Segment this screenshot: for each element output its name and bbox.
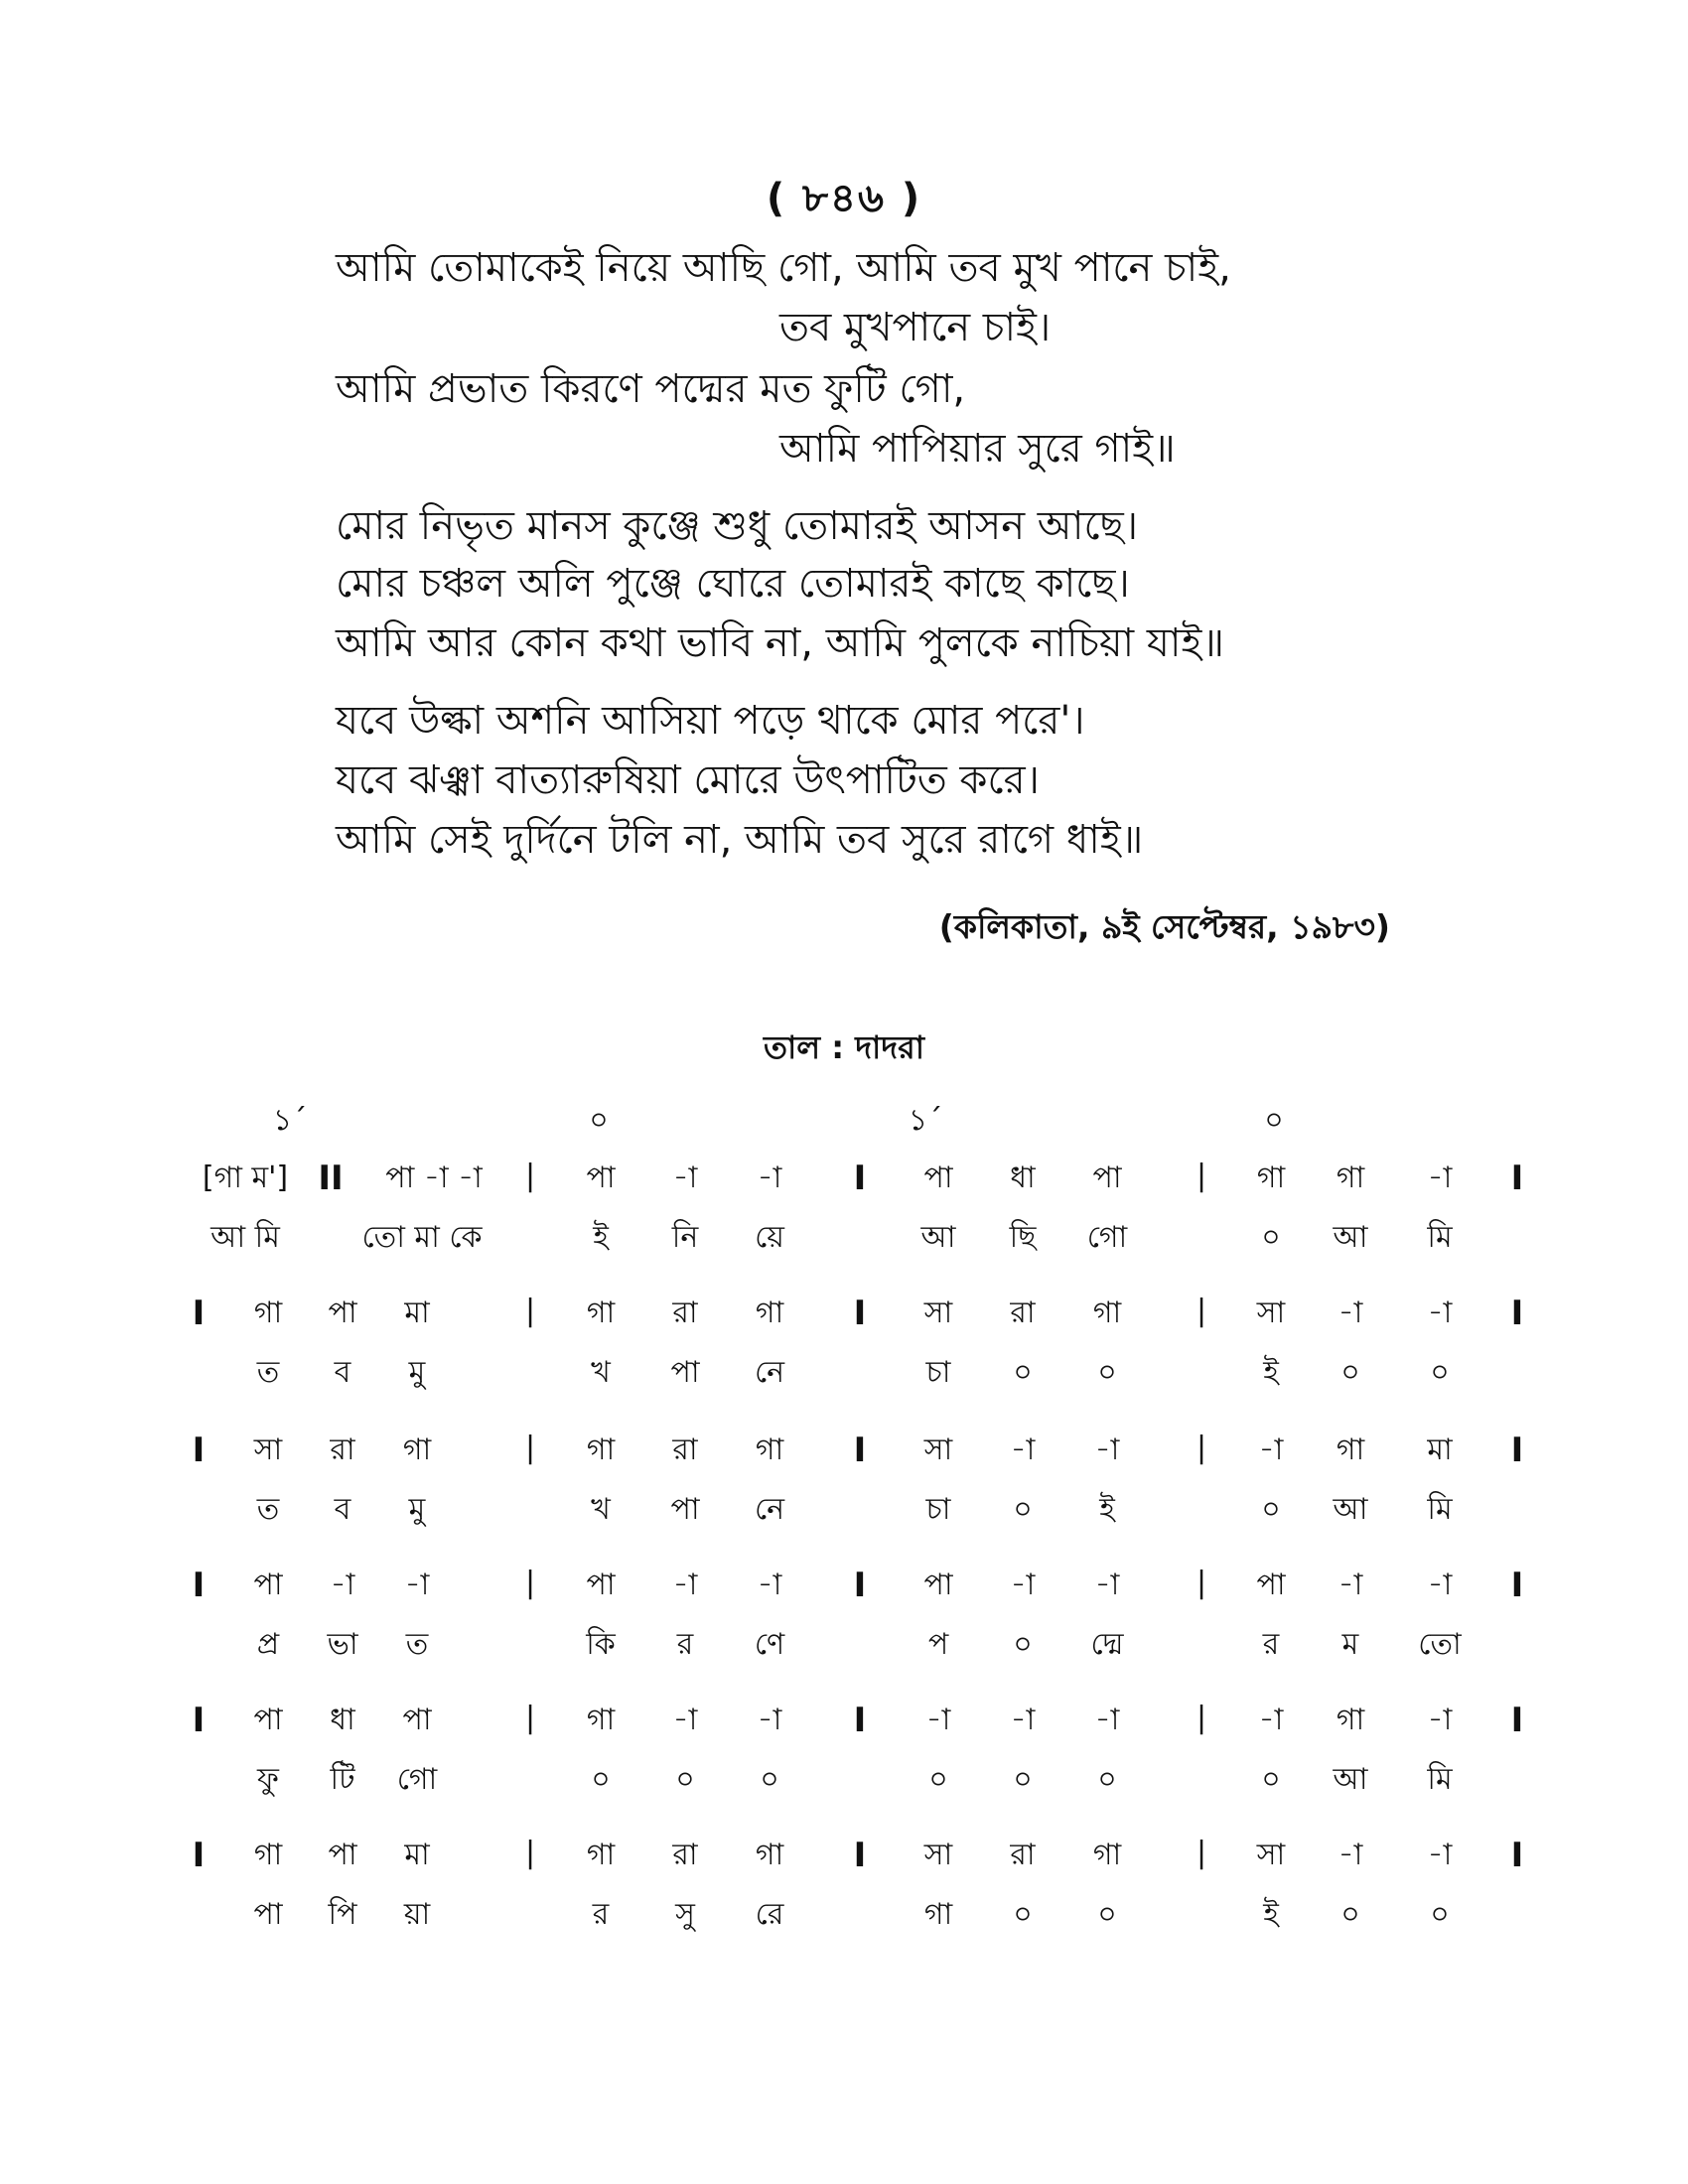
lyric-syllable: আ <box>1333 1220 1368 1255</box>
swara-note: -া <box>1337 1568 1363 1602</box>
swara-note: গা <box>586 1296 616 1330</box>
lyric-syllable: ০ <box>1261 1762 1281 1797</box>
lyric-syllable: ০ <box>1013 1492 1033 1527</box>
lyric-syllable: গো <box>1086 1220 1128 1255</box>
swara-note: রা <box>330 1433 355 1467</box>
lyric-syllable: খ <box>591 1492 611 1527</box>
taal-mark-khali: ০ <box>589 1103 609 1138</box>
lyric-syllable: পা <box>670 1492 700 1527</box>
swara-note: পা <box>586 1160 616 1195</box>
lyric-syllable: মি <box>1427 1220 1453 1255</box>
swara-note: গা <box>1336 1703 1365 1737</box>
swara-note: ধা <box>330 1703 355 1737</box>
notation-intro-lyric: তো মা কে <box>361 1220 483 1255</box>
swara-note: পা <box>923 1568 953 1602</box>
strong-barline: I <box>192 1294 206 1333</box>
lyric-line: মোর নিভৃত মানস কুঞ্জে শুধু তোমারই আসন আছে। <box>336 503 1139 549</box>
swara-note: মা <box>1427 1433 1453 1467</box>
lyric-line: তব মুখপানে চাই। <box>779 305 1052 350</box>
swara-note: -া <box>757 1160 782 1195</box>
swara-note: -া <box>1427 1296 1453 1330</box>
strong-barline: I <box>192 1836 206 1875</box>
swara-note: রা <box>1010 1296 1036 1330</box>
swara-note: সা <box>923 1838 953 1872</box>
barline: | <box>524 1294 536 1328</box>
swara-note: মা <box>404 1838 430 1872</box>
lyric-syllable: মু <box>408 1355 426 1390</box>
lyric-syllable: দ্মে <box>1090 1627 1124 1662</box>
lyric-syllable: ০ <box>760 1762 779 1797</box>
lyric-syllable: ণে <box>754 1627 785 1662</box>
lyric-syllable: ত <box>405 1627 429 1662</box>
lyric-syllable: সু <box>675 1897 695 1932</box>
lyric-syllable: মু <box>408 1492 426 1527</box>
lyric-syllable: ই <box>1263 1897 1279 1932</box>
lyric-line: মোর চঞ্চল অলি পুঞ্জে ঘোরে তোমারই কাছে কাছে। <box>336 561 1130 607</box>
barline: | <box>1196 1701 1207 1735</box>
swara-note: গা <box>402 1433 432 1467</box>
lyric-syllable: ০ <box>1340 1897 1360 1932</box>
swara-note: -া <box>1427 1160 1453 1195</box>
lyric-syllable: আ <box>1333 1492 1368 1527</box>
lyric-syllable: পা <box>670 1355 700 1390</box>
tala-label: তাল : দাদরা <box>764 1028 924 1066</box>
lyric-syllable: তো <box>1418 1627 1462 1662</box>
swara-note: গা <box>1092 1296 1122 1330</box>
swara-note: -া <box>1427 1568 1453 1602</box>
lyric-line: আমি সেই দুর্দিনে টলি না, আমি তব সুরে রাগে ধাই॥ <box>336 817 1144 863</box>
swara-note: গা <box>1336 1433 1365 1467</box>
lyric-syllable: চা <box>925 1492 951 1527</box>
swara-note: -া <box>1094 1433 1120 1467</box>
lyric-syllable: ভা <box>327 1627 358 1662</box>
swara-note: -া <box>1094 1568 1120 1602</box>
lyric-syllable: ০ <box>1097 1762 1117 1797</box>
lyric-line: যবে ঝঞ্ঝা বাত্যারুষিয়া মোরে উৎপাটিত করে। <box>336 757 1040 803</box>
swara-note: -া <box>757 1568 782 1602</box>
swara-note: -া <box>672 1703 698 1737</box>
lyric-line: আমি পাপিয়ার সুরে গাই॥ <box>779 426 1176 472</box>
lyric-syllable: ০ <box>675 1762 695 1797</box>
lyric-syllable: গো <box>396 1762 438 1797</box>
swara-note: -া <box>1337 1838 1363 1872</box>
strong-barline: I <box>853 1836 867 1875</box>
swara-note: -া <box>672 1160 698 1195</box>
lyric-syllable: মি <box>1427 1492 1453 1527</box>
lyric-syllable: ০ <box>1430 1897 1450 1932</box>
lyric-syllable: ই <box>593 1220 609 1255</box>
swara-note: ধা <box>1010 1160 1036 1195</box>
swara-note: -া <box>1010 1433 1036 1467</box>
lyric-syllable: প্র <box>256 1627 280 1662</box>
swara-note: পা <box>1256 1568 1286 1602</box>
swara-note: -া <box>757 1703 782 1737</box>
taal-mark-sam: ১´ <box>908 1103 943 1138</box>
lyric-syllable: ০ <box>1013 1897 1033 1932</box>
lyric-syllable: য়া <box>403 1897 431 1932</box>
swara-note: পা <box>1092 1160 1122 1195</box>
lyric-syllable: র <box>676 1627 694 1662</box>
lyric-line: আমি প্রভাত কিরণে পদ্মের মত ফুটি গো, <box>336 366 966 412</box>
lyric-syllable: প <box>927 1627 949 1662</box>
lyric-syllable: পি <box>328 1897 357 1932</box>
swara-note: সা <box>923 1296 953 1330</box>
barline: | <box>524 1566 536 1600</box>
lyric-syllable: কি <box>586 1627 616 1662</box>
lyric-syllable: রে <box>755 1897 784 1932</box>
lyric-syllable: ০ <box>1430 1355 1450 1390</box>
lyric-syllable: ০ <box>1013 1627 1033 1662</box>
lyric-line: আমি আর কোন কথা ভাবি না, আমি পুলকে নাচিয়া যাই॥ <box>336 620 1224 666</box>
swara-note: সা <box>1256 1296 1286 1330</box>
lyric-syllable: ম <box>1341 1627 1359 1662</box>
swara-note: -া <box>1427 1703 1453 1737</box>
barline: | <box>1196 1294 1207 1328</box>
lyric-syllable: আ <box>1333 1762 1368 1797</box>
taal-mark-khali: ০ <box>1264 1103 1284 1138</box>
swara-note: -া <box>1258 1703 1284 1737</box>
strong-barline: I <box>1510 1431 1524 1470</box>
barline: | <box>1196 1159 1207 1193</box>
swara-note: গা <box>253 1296 283 1330</box>
lyric-syllable: আ <box>920 1220 956 1255</box>
swara-note: সা <box>253 1433 283 1467</box>
barline: | <box>524 1431 536 1465</box>
notation-intro-bar: | <box>524 1159 536 1193</box>
dateline: (কলিকাতা, ৯ই সেপ্টেম্বর, ১৯৮৩) <box>938 907 1390 946</box>
swara-note: গা <box>586 1433 616 1467</box>
lyric-syllable: য়ে <box>755 1220 784 1255</box>
swara-note: সা <box>923 1433 953 1467</box>
strong-barline: I <box>1510 1159 1524 1198</box>
lyric-syllable: ত <box>256 1492 280 1527</box>
notation-intro-bar: II <box>318 1159 344 1198</box>
swara-note: -া <box>1337 1296 1363 1330</box>
lyric-syllable: ০ <box>1013 1762 1033 1797</box>
strong-barline: I <box>192 1566 206 1605</box>
swara-note: পা <box>923 1160 953 1195</box>
swara-note: পা <box>586 1568 616 1602</box>
lyric-syllable: মি <box>1427 1762 1453 1797</box>
swara-note: মা <box>404 1296 430 1330</box>
swara-note: রা <box>672 1296 698 1330</box>
swara-note: -া <box>330 1568 355 1602</box>
lyric-syllable: ০ <box>928 1762 948 1797</box>
lyric-syllable: ব <box>334 1492 352 1527</box>
swara-note: -া <box>1010 1568 1036 1602</box>
lyric-syllable: খ <box>591 1355 611 1390</box>
lyric-syllable: ০ <box>1097 1355 1117 1390</box>
lyric-syllable: ফু <box>257 1762 279 1797</box>
swara-note: গা <box>586 1838 616 1872</box>
swara-note: রা <box>672 1838 698 1872</box>
strong-barline: I <box>853 1294 867 1333</box>
lyric-syllable: নে <box>754 1492 785 1527</box>
lyric-syllable: নি <box>671 1220 699 1255</box>
barline: | <box>524 1701 536 1735</box>
barline: | <box>1196 1431 1207 1465</box>
lyric-syllable: ০ <box>1261 1492 1281 1527</box>
strong-barline: I <box>1510 1836 1524 1875</box>
notation-intro-lyric: আ মি <box>211 1220 280 1255</box>
swara-note: -া <box>925 1703 951 1737</box>
strong-barline: I <box>853 1159 867 1198</box>
swara-note: -া <box>1427 1838 1453 1872</box>
lyric-syllable: ০ <box>591 1762 611 1797</box>
lyric-syllable: ০ <box>1013 1355 1033 1390</box>
strong-barline: I <box>1510 1294 1524 1333</box>
swara-note: সা <box>1256 1838 1286 1872</box>
swara-note: রা <box>1010 1838 1036 1872</box>
swara-note: গা <box>755 1838 784 1872</box>
lyric-syllable: টি <box>330 1762 355 1797</box>
lyric-syllable: ই <box>1099 1492 1115 1527</box>
strong-barline: I <box>192 1431 206 1470</box>
lyric-syllable: পা <box>253 1897 283 1932</box>
swara-note: -া <box>672 1568 698 1602</box>
lyric-syllable: ছি <box>1009 1220 1037 1255</box>
lyric-syllable: র <box>592 1897 610 1932</box>
swara-note: পা <box>253 1568 283 1602</box>
lyric-syllable: র <box>1262 1627 1280 1662</box>
page-number: ( ৮৪৬ ) <box>766 176 922 221</box>
lyric-line: যবে উল্কা অশনি আসিয়া পড়ে থাকে মোর পরে'। <box>336 698 1085 744</box>
notation-intro-swara: [গা ম'] <box>202 1160 289 1195</box>
lyric-syllable: ব <box>334 1355 352 1390</box>
swara-note: গা <box>1256 1160 1286 1195</box>
swara-note: গা <box>586 1703 616 1737</box>
swara-note: রা <box>672 1433 698 1467</box>
strong-barline: I <box>853 1701 867 1740</box>
swara-note: পা <box>328 1838 357 1872</box>
lyric-syllable: চা <box>925 1355 951 1390</box>
swara-note: -া <box>1258 1433 1284 1467</box>
swara-note: গা <box>755 1433 784 1467</box>
barline: | <box>1196 1836 1207 1870</box>
swara-note: গা <box>755 1296 784 1330</box>
barline: | <box>524 1836 536 1870</box>
lyric-syllable: নে <box>754 1355 785 1390</box>
lyric-syllable: গা <box>923 1897 953 1932</box>
lyric-syllable: ০ <box>1097 1897 1117 1932</box>
lyric-line: আমি তোমাকেই নিয়ে আছি গো, আমি তব মুখ পানে চাই, <box>336 245 1231 291</box>
swara-note: গা <box>253 1838 283 1872</box>
strong-barline: I <box>192 1701 206 1740</box>
strong-barline: I <box>853 1431 867 1470</box>
strong-barline: I <box>853 1566 867 1605</box>
lyric-syllable: ই <box>1263 1355 1279 1390</box>
swara-note: -া <box>1010 1703 1036 1737</box>
swara-note: -া <box>404 1568 430 1602</box>
lyric-syllable: ত <box>256 1355 280 1390</box>
taal-mark-sam: ১´ <box>272 1103 308 1138</box>
strong-barline: I <box>1510 1701 1524 1740</box>
swara-note: -া <box>1094 1703 1120 1737</box>
swara-note: পা <box>328 1296 357 1330</box>
lyric-syllable: ০ <box>1261 1220 1281 1255</box>
notation-intro-swara: পা -া -া <box>385 1160 483 1195</box>
swara-note: গা <box>1336 1160 1365 1195</box>
swara-note: গা <box>1092 1838 1122 1872</box>
swara-note: পা <box>402 1703 432 1737</box>
barline: | <box>1196 1566 1207 1600</box>
lyric-syllable: ০ <box>1340 1355 1360 1390</box>
swara-note: পা <box>253 1703 283 1737</box>
strong-barline: I <box>1510 1566 1524 1605</box>
